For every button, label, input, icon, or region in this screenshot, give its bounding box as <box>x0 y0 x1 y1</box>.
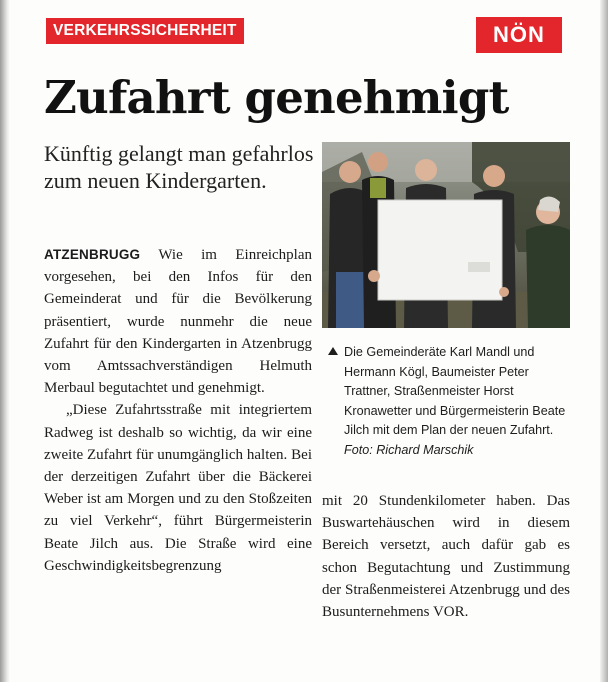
page-fold-shadow-left <box>0 0 10 682</box>
article-column-left <box>44 244 312 577</box>
dateline: ATZENBRUGG <box>44 247 141 262</box>
caption-text: Die Gemeinderäte Karl Mandl und Hermann Kögl, Baumeister Peter Trattner, Straßenmeister Horst Kronawetter und Bürgermeisterin Beate Jilch mit dem Plan der neuen Zufahrt. <box>344 345 566 438</box>
headline: Zufahrt genehmigt <box>44 71 509 124</box>
group-photo-illustration <box>322 142 570 328</box>
subheadline: Künftig gelangt man gefahrlos zum neuen Kindergarten. <box>44 141 314 193</box>
page-fold-shadow-right <box>600 0 608 682</box>
photo-caption <box>328 343 568 461</box>
article-column-right <box>322 490 570 623</box>
site-plan-sheet <box>378 200 502 300</box>
caption-arrow-icon <box>328 347 338 355</box>
section-rubric: VERKEHRSSICHERHEIT <box>46 18 244 44</box>
article-paragraph-3: mit 20 Stundenkilometer haben. Das Buswartehäuschen wird in diesem Bereich versetzt, auch dafür gab es schon Begutachtung und Zustimmung der Straßenmeisterei Atzenbrugg und des Busunternehmens VOR. <box>322 493 570 621</box>
article-paragraph-2: „Diese Zufahrtsstraße mit integriertem Radweg ist deshalb so wichtig, da wir eine zweite Zufahrt für unumgänglich halten. Bei der derzeitigen Zufahrt über die Bäckerei Weber ist am Morgen und zu den Stoßzeiten zu viel Verkehr“, führt Bürgermeisterin Beate Jilch aus. Die Straße wird eine Geschwindigkeitsbegrenzung <box>44 402 312 574</box>
article-photo <box>322 142 570 328</box>
article-paragraph-1 <box>44 244 312 399</box>
paragraph-1-text: Wie im Einreichplan vorgesehen, bei den Infos für den Gemeinderat und für die Bevölkerung präsentiert, wurde nunmehr die neue Zufahrt für den Kindergarten in Atzenbrugg vom Amtssachverständigen Helmuth Merbaul begutachtet und genehmigt. <box>44 247 312 397</box>
photo-credit: Foto: Richard Marschik <box>344 442 474 457</box>
publication-logo: NÖN <box>476 17 562 53</box>
